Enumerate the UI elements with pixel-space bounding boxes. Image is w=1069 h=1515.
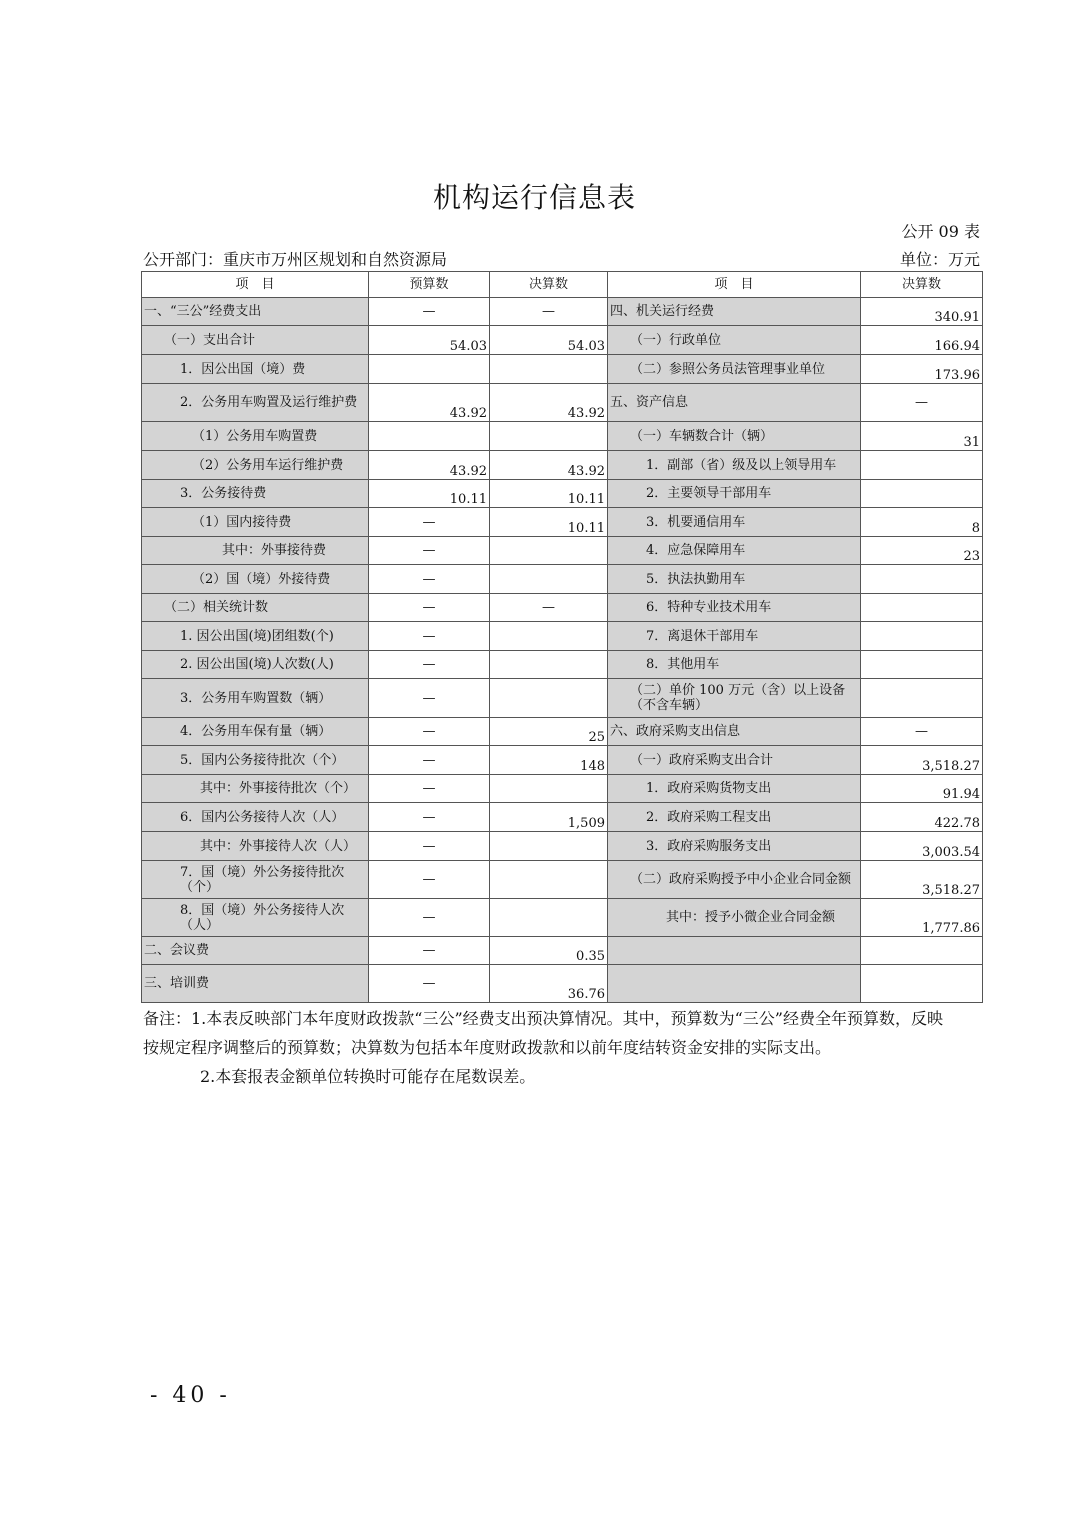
right-label: 6．特种专业技术用车 xyxy=(608,594,861,622)
final-cell: 36.76 xyxy=(490,965,608,1003)
final-cell: 43.92 xyxy=(490,451,608,480)
final-cell xyxy=(490,622,608,651)
table-row xyxy=(142,422,983,451)
budget-cell: — xyxy=(369,508,490,537)
final-cell: 25 xyxy=(490,718,608,746)
table-row xyxy=(142,565,983,594)
right-label: 1．政府采购货物支出 xyxy=(608,775,861,803)
budget-cell: 10.11 xyxy=(369,480,490,508)
right-value xyxy=(861,480,983,508)
final-cell: 1,509 xyxy=(490,803,608,832)
right-value: 166.94 xyxy=(861,326,983,355)
budget-cell: — xyxy=(369,594,490,622)
right-label: 五、资产信息 xyxy=(608,384,861,422)
row-label: 其中：外事接待费 xyxy=(142,537,369,565)
table-row xyxy=(142,746,983,775)
right-value xyxy=(861,937,983,965)
final-cell: 54.03 xyxy=(490,326,608,355)
budget-cell: — xyxy=(369,622,490,651)
table-row xyxy=(142,594,983,622)
right-label: 3．机要通信用车 xyxy=(608,508,861,537)
table-row xyxy=(142,651,983,679)
header-item-left: 项 目 xyxy=(142,272,369,298)
row-label: 8．国（境）外公务接待人次（人） xyxy=(142,899,369,937)
table-row xyxy=(142,861,983,899)
row-label: 二、会议费 xyxy=(142,937,369,965)
right-value: 3,518.27 xyxy=(861,861,983,899)
header-item-right: 项 目 xyxy=(608,272,861,298)
row-label: （2）公务用车运行维护费 xyxy=(142,451,369,480)
budget-cell: 43.92 xyxy=(369,384,490,422)
row-label: 1．因公出国（境）费 xyxy=(142,355,369,384)
table-row xyxy=(142,537,983,565)
right-value: 3,003.54 xyxy=(861,832,983,861)
right-value xyxy=(861,965,983,1003)
right-label: 3．政府采购服务支出 xyxy=(608,832,861,861)
right-label: （一）行政单位 xyxy=(608,326,861,355)
table-row xyxy=(142,937,983,965)
row-label: 一、“三公”经费支出 xyxy=(142,298,369,326)
final-cell xyxy=(490,565,608,594)
right-label: 2．政府采购工程支出 xyxy=(608,803,861,832)
right-value: — xyxy=(861,718,983,746)
final-cell xyxy=(490,355,608,384)
row-label: 2. 因公出国(境)人次数(人) xyxy=(142,651,369,679)
row-label: 三、培训费 xyxy=(142,965,369,1003)
budget-cell: — xyxy=(369,679,490,718)
row-label: 其中：外事接待批次（个） xyxy=(142,775,369,803)
final-cell xyxy=(490,899,608,937)
budget-cell: — xyxy=(369,899,490,937)
right-label: 4．应急保障用车 xyxy=(608,537,861,565)
final-cell xyxy=(490,422,608,451)
note-2: 2.本套报表金额单位转换时可能存在尾数误差。 xyxy=(200,1067,536,1086)
table-row xyxy=(142,298,983,326)
row-label: 2．公务用车购置及运行维护费 xyxy=(142,384,369,422)
row-label: 3．公务用车购置数（辆） xyxy=(142,679,369,718)
right-label: （二）单价 100 万元（含）以上设备（不含车辆） xyxy=(608,679,861,718)
final-cell: 43.92 xyxy=(490,384,608,422)
table-row xyxy=(142,480,983,508)
table-header-row xyxy=(142,272,983,298)
final-cell xyxy=(490,861,608,899)
row-label: （1）公务用车购置费 xyxy=(142,422,369,451)
right-value: 173.96 xyxy=(861,355,983,384)
budget-cell: — xyxy=(369,832,490,861)
budget-cell: — xyxy=(369,651,490,679)
right-value: 91.94 xyxy=(861,775,983,803)
final-cell xyxy=(490,537,608,565)
final-cell: 10.11 xyxy=(490,508,608,537)
right-label: 四、机关运行经费 xyxy=(608,298,861,326)
right-label: （二）参照公务员法管理事业单位 xyxy=(608,355,861,384)
right-label: 其中：授予小微企业合同金额 xyxy=(608,899,861,937)
table-row xyxy=(142,775,983,803)
right-label: 8．其他用车 xyxy=(608,651,861,679)
page-number: - 40 - xyxy=(150,1383,231,1408)
row-label: （1）国内接待费 xyxy=(142,508,369,537)
right-value xyxy=(861,679,983,718)
budget-cell: — xyxy=(369,746,490,775)
final-cell: 148 xyxy=(490,746,608,775)
right-label: 2．主要领导干部用车 xyxy=(608,480,861,508)
right-label: 六、政府采购支出信息 xyxy=(608,718,861,746)
header-budget: 预算数 xyxy=(369,272,490,298)
info-table xyxy=(141,271,983,1003)
final-cell xyxy=(490,775,608,803)
table-row xyxy=(142,326,983,355)
row-label: 其中：外事接待人次（人） xyxy=(142,832,369,861)
notes-section xyxy=(143,1004,943,1091)
budget-cell xyxy=(369,422,490,451)
form-number: 公开 09 表 xyxy=(901,222,980,241)
table-row xyxy=(142,384,983,422)
note-1: 备注：1.本表反映部门本年度财政拨款“三公”经费支出预决算情况。其中，预算数为“三公”经费全年预算数，反映按规定程序调整后的预算数；决算数为包括本年度财政拨款和以前年度结转资金安排的实际支出。 xyxy=(143,1009,943,1057)
row-label: 3．公务接待费 xyxy=(142,480,369,508)
final-cell: 0.35 xyxy=(490,937,608,965)
budget-cell: 54.03 xyxy=(369,326,490,355)
right-value xyxy=(861,622,983,651)
row-label: 6．国内公务接待人次（人） xyxy=(142,803,369,832)
table-row xyxy=(142,622,983,651)
table-row xyxy=(142,508,983,537)
right-label xyxy=(608,937,861,965)
final-cell: 10.11 xyxy=(490,480,608,508)
budget-cell: — xyxy=(369,537,490,565)
right-value: 8 xyxy=(861,508,983,537)
row-label: 4．公务用车保有量（辆） xyxy=(142,718,369,746)
right-value: 23 xyxy=(861,537,983,565)
right-value: 3,518.27 xyxy=(861,746,983,775)
right-label xyxy=(608,965,861,1003)
table-row xyxy=(142,832,983,861)
budget-cell: — xyxy=(369,775,490,803)
budget-cell: — xyxy=(369,965,490,1003)
header-final-left: 决算数 xyxy=(490,272,608,298)
table-row xyxy=(142,803,983,832)
final-cell xyxy=(490,832,608,861)
final-cell: — xyxy=(490,594,608,622)
right-label: （一）政府采购支出合计 xyxy=(608,746,861,775)
row-label: （一）支出合计 xyxy=(142,326,369,355)
table-row xyxy=(142,965,983,1003)
budget-cell: — xyxy=(369,861,490,899)
table-row xyxy=(142,899,983,937)
row-label: 1. 因公出国(境)团组数(个) xyxy=(142,622,369,651)
right-label: 7．离退休干部用车 xyxy=(608,622,861,651)
budget-cell: 43.92 xyxy=(369,451,490,480)
header-final-right: 决算数 xyxy=(861,272,983,298)
right-value xyxy=(861,651,983,679)
department-label: 公开部门：重庆市万州区规划和自然资源局 xyxy=(143,250,448,269)
budget-cell: — xyxy=(369,298,490,326)
table-row xyxy=(142,679,983,718)
final-cell: — xyxy=(490,298,608,326)
right-value xyxy=(861,451,983,480)
budget-cell: — xyxy=(369,937,490,965)
budget-cell xyxy=(369,355,490,384)
right-value: 1,777.86 xyxy=(861,899,983,937)
right-value: 422.78 xyxy=(861,803,983,832)
right-label: 1．副部（省）级及以上领导用车 xyxy=(608,451,861,480)
budget-cell: — xyxy=(369,718,490,746)
row-label: （二）相关统计数 xyxy=(142,594,369,622)
final-cell xyxy=(490,651,608,679)
right-value: 31 xyxy=(861,422,983,451)
final-cell xyxy=(490,679,608,718)
right-value xyxy=(861,594,983,622)
budget-cell: — xyxy=(369,565,490,594)
table-row xyxy=(142,355,983,384)
page-title: 机构运行信息表 xyxy=(432,181,636,214)
budget-cell: — xyxy=(369,803,490,832)
right-value xyxy=(861,565,983,594)
table-row xyxy=(142,451,983,480)
right-value: — xyxy=(861,384,983,422)
table-row xyxy=(142,718,983,746)
right-label: （二）政府采购授予中小企业合同金额 xyxy=(608,861,861,899)
right-label: （一）车辆数合计（辆） xyxy=(608,422,861,451)
row-label: 7．国（境）外公务接待批次（个） xyxy=(142,861,369,899)
right-value: 340.91 xyxy=(861,298,983,326)
row-label: 5．国内公务接待批次（个） xyxy=(142,746,369,775)
unit-label: 单位：万元 xyxy=(899,250,980,269)
right-label: 5．执法执勤用车 xyxy=(608,565,861,594)
row-label: （2）国（境）外接待费 xyxy=(142,565,369,594)
